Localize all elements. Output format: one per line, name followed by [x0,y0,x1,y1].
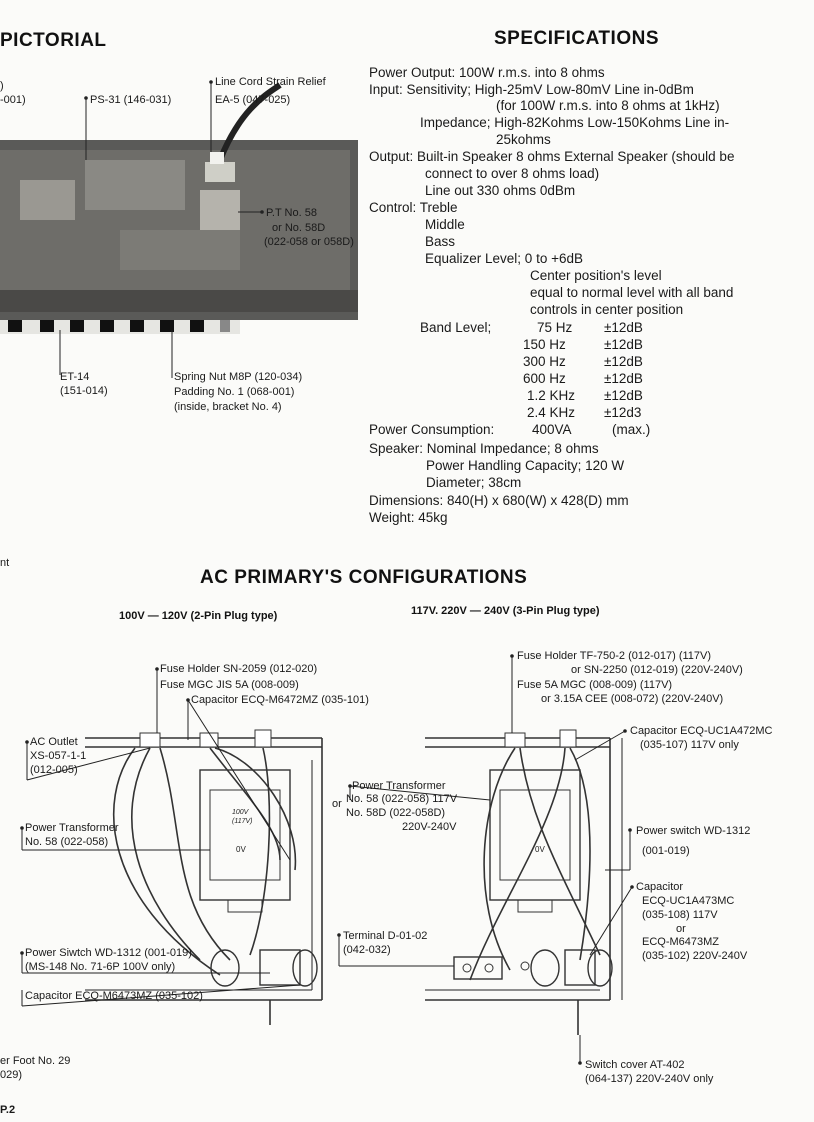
pictorial-fragment: -001) [0,94,26,106]
spec-power-consumption-max: (max.) [612,422,651,437]
spec-control-bass: Bass [425,234,456,249]
pt-part: (022-058 or 058D) [264,236,354,248]
ps31-label: PS-31 (146-031) [90,94,172,106]
spec-equalizer-level: Equalizer Level; 0 to +6dB [425,251,583,266]
spec-power-output: Power Output: 100W r.m.s. into 8 ohms [369,65,605,80]
band-level: ±12dB [604,337,643,352]
band-freq: 1.2 KHz [527,388,576,403]
pt-label: P.T No. 58 [266,207,317,219]
power-transformer-58d: No. 58D (022-058D) [346,807,446,819]
page-number: P.2 [0,1104,16,1116]
ac-outlet-label: AC Outlet [30,736,78,748]
fuse-holder-right-alt: or SN-2250 (012-019) (220V-240V) [571,664,743,676]
fuse-right-alt: or 3.15A CEE (008-072) (220V-240V) [541,693,724,705]
band-freq: 300 Hz [523,354,566,369]
power-transformer-mid-label: Power Transformer [352,780,446,792]
spec-eq-note2: equal to normal level with all band [530,285,734,300]
fuse-label: Fuse MGC JIS 5A (008-009) [160,679,299,691]
spec-control-treble: Control: Treble [369,200,458,215]
capacitor-right3-part1: ECQ-UC1A473MC [642,895,735,907]
spec-output: Output: Built-in Speaker 8 ohms External Speaker (should be [369,149,735,164]
spec-diameter: Diameter; 38cm [426,475,522,490]
spec-weight: Weight: 45kg [369,510,448,525]
or-label: or [332,798,342,810]
power-switch-label: Power Siwtch WD-1312 (001-019) [25,947,192,959]
spec-dimensions: Dimensions: 840(H) x 680(W) x 428(D) mm [369,493,629,508]
strain-relief-part: EA-5 (047-025) [215,94,291,106]
capacitor-right3-part2-volt: (035-102) 220V-240V [642,950,748,962]
spec-input-impedance: Impedance; High-82Kohms Low-150Kohms Line in- [420,115,730,130]
ac-outlet-code: (012-005) [30,764,78,776]
foot-part: 029) [0,1069,23,1081]
power-transformer-label: Power Transformer [25,822,119,834]
switch-cover-part: (064-137) 220V-240V only [585,1073,714,1085]
specifications-heading: SPECIFICATIONS [494,28,659,49]
power-switch-note: (MS-148 No. 71-6P 100V only) [25,961,176,973]
power-transformer-117v: No. 58 (022-058) 117V [346,793,458,805]
power-switch-right-part: (001-019) [642,845,690,857]
spec-input-note: (for 100W r.m.s. into 8 ohms at 1kHz) [496,98,720,113]
power-switch-right-label: Power switch WD-1312 [636,825,751,837]
spec-power-handling: Power Handling Capacity; 120 W [426,458,625,473]
pt-label-alt: or No. 58D [272,222,326,234]
capacitor-right-label: Capacitor ECQ-UC1A472MC [630,725,773,737]
fuse-holder-right-label: Fuse Holder TF-750-2 (012-017) (117V) [517,650,712,662]
switch-cover-label: Switch cover AT-402 [585,1059,685,1071]
foot-label: er Foot No. 29 [0,1055,71,1067]
pictorial-fragment: nt [0,557,10,569]
transformer-right-0v: 0V [535,845,545,854]
spec-output-cont: connect to over 8 ohms load) [425,166,600,181]
pictorial-heading: PICTORIAL [0,30,107,51]
et14-label: ET-14 [60,371,90,383]
spec-eq-note3: controls in center position [530,302,684,317]
capacitor-label: Capacitor ECQ-M6472MZ (035-101) [191,694,369,706]
band-level: ±12d3 [604,405,642,420]
fuse-holder-label: Fuse Holder SN-2059 (012-020) [160,663,318,675]
band-freq: 2.4 KHz [527,405,576,420]
et14-part: (151-014) [60,385,108,397]
transformer-0v: 0V [236,845,246,854]
spec-input-impedance-cont: 25kohms [496,132,551,147]
padding-label: Padding No. 1 (068-001) [174,386,295,398]
power-transformer-220v: 220V-240V [402,821,457,833]
capacitor-right3-label: Capacitor [636,881,684,893]
terminal-label: Terminal D-01-02 [343,930,428,942]
spec-line-out: Line out 330 ohms 0dBm [425,183,576,198]
terminal-part: (042-032) [343,944,391,956]
left-config-subtitle: 100V — 120V (2-Pin Plug type) [119,610,278,622]
band-level: ±12dB [604,371,643,386]
capacitor-bottom-label: Capacitor ECQ-M6473MZ (035-102) [25,990,203,1002]
capacitor-right3-or: or [676,923,686,935]
ac-outlet-part: XS-057-1-1 [30,750,87,762]
strain-relief-label: Line Cord Strain Relief [215,76,326,88]
band-level: ±12dB [604,320,643,335]
band-level: ±12dB [604,354,643,369]
transformer-117v: (117V) [232,818,253,825]
spec-control-middle: Middle [425,217,465,232]
band-freq: 600 Hz [523,371,566,386]
band-freq: 75 Hz [537,320,573,335]
power-transformer-part: No. 58 (022-058) [25,836,109,848]
bracket-note: (inside, bracket No. 4) [174,401,282,413]
spec-power-consumption-value: 400VA [532,422,572,437]
fuse-right-label: Fuse 5A MGC (008-009) (117V) [517,679,673,691]
right-config-subtitle: 117V. 220V — 240V (3-Pin Plug type) [411,605,600,617]
capacitor-right-part: (035-107) 117V only [640,739,739,751]
spec-input-sensitivity: Input: Sensitivity; High-25mV Low-80mV Line in-0dBm [369,82,694,97]
band-freq: 150 Hz [523,337,566,352]
ac-primary-heading: AC PRIMARY'S CONFIGURATIONS [200,567,528,588]
spring-nut-label: Spring Nut M8P (120-034) [174,371,303,383]
pictorial-fragment: ) [0,80,4,92]
spec-eq-note1: Center position's level [530,268,662,283]
spec-band-level-label: Band Level; [420,320,492,335]
capacitor-right3-part1-volt: (035-108) 117V [642,909,718,921]
right-ac-diagram [337,654,634,1065]
spec-power-consumption: Power Consumption: [369,422,495,437]
transformer-100v: 100V [232,809,249,816]
spec-speaker: Speaker: Nominal Impedance; 8 ohms [369,441,599,456]
band-level: ±12dB [604,388,643,403]
capacitor-right3-part2: ECQ-M6473MZ [642,936,720,948]
